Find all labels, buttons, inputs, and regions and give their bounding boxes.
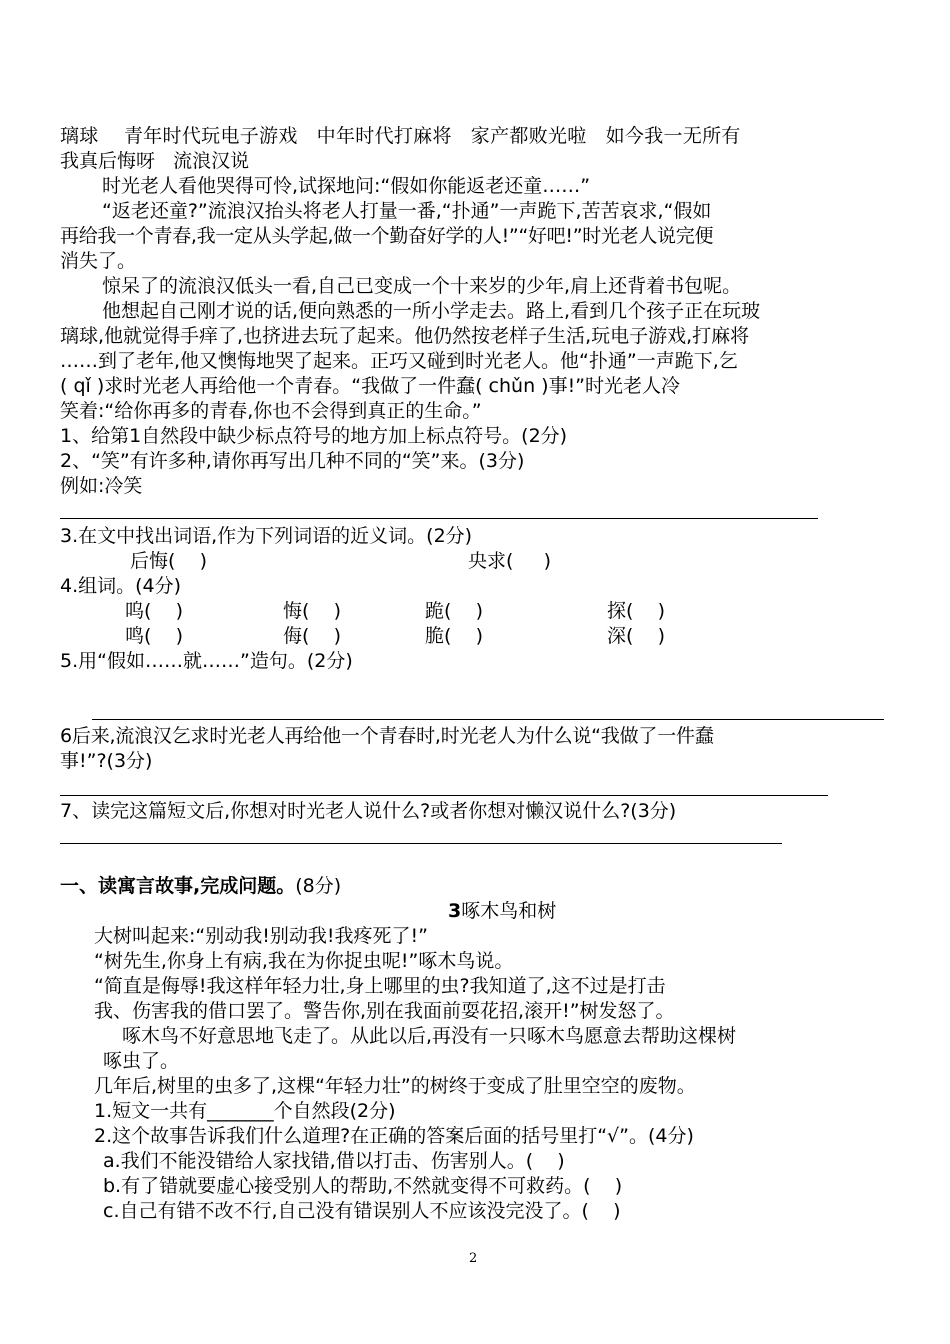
section-heading-score: (8分) bbox=[295, 875, 342, 897]
word-item[interactable]: 探( ) bbox=[607, 600, 665, 622]
passage-line: ( qǐ )求时光老人再给他一个青春。“我做了一件蠢( chǔn )事!”时光老人冷 bbox=[60, 375, 681, 397]
question-4: 4.组词。(4分) bbox=[60, 575, 182, 597]
synonym-item[interactable]: 央求( ) bbox=[468, 550, 552, 572]
page-number: 2 bbox=[469, 1251, 478, 1266]
word-item[interactable]: 呜( ) bbox=[125, 600, 183, 622]
word-item[interactable]: 侮( ) bbox=[283, 625, 341, 647]
answer-option-b[interactable]: b.有了错就要虚心接受别人的帮助,不然就变得不可救药。( ) bbox=[103, 1175, 623, 1197]
story-line: 啄木鸟不好意思地飞走了。从此以后,再没有一只啄木鸟愿意去帮助这棵树 bbox=[122, 1025, 737, 1047]
passage-line: 我真后悔呀 流浪汉说 bbox=[60, 150, 250, 172]
word-item[interactable]: 深( ) bbox=[607, 625, 665, 647]
story-title-text: 啄木鸟和树 bbox=[461, 900, 557, 922]
story-title bbox=[448, 899, 556, 923]
word-item[interactable]: 鸣( ) bbox=[125, 625, 183, 647]
passage-line: 时光老人看他哭得可怜,试探地问:“假如你能返老还童……” bbox=[102, 175, 591, 197]
story-line: 几年后,树里的虫多了,这棵“年轻力壮”的树终于变成了肚里空空的废物。 bbox=[94, 1075, 696, 1097]
question-3: 3.在文中找出词语,作为下列词语的近义词。(2分) bbox=[60, 525, 473, 547]
question-6-cont: 事!”?(3分) bbox=[60, 750, 153, 772]
passage-line: 消失了。 bbox=[60, 250, 137, 272]
passage-line: 再给我一个青春,我一定从头学起,做一个勤奋好学的人!”“好吧!”时光老人说完便 bbox=[60, 225, 714, 247]
story-line: “简直是侮辱!我这样年轻力壮,身上哪里的虫?我知道了,这不过是打击 bbox=[94, 975, 666, 997]
passage-line: 笑着:“给你再多的青春,你也不会得到真正的生命。” bbox=[60, 400, 482, 422]
question-1: 1、给第1自然段中缺少标点符号的地方加上标点符号。(2分) bbox=[60, 425, 568, 447]
answer-line[interactable] bbox=[60, 518, 818, 519]
passage-line: 璃球 青年时代玩电子游戏 中年时代打麻将 家产都败光啦 如今我一无所有 bbox=[60, 125, 741, 147]
question-2-example: 例如:冷笑 bbox=[60, 475, 143, 497]
question-6: 6后来,流浪汉乞求时光老人再给他一个青春时,时光老人为什么说“我做了一件蠢 bbox=[60, 725, 714, 747]
story-line: 我、伤害我的借口罢了。警告你,别在我面前耍花招,滚开!”树发怒了。 bbox=[94, 1000, 675, 1022]
answer-line[interactable] bbox=[60, 843, 782, 844]
story-title-number: 3 bbox=[448, 900, 462, 922]
story-line: 啄虫了。 bbox=[103, 1050, 180, 1072]
section-heading-text: 一、读寓言故事,完成问题。 bbox=[60, 875, 296, 897]
story-line: “树先生,你身上有病,我在为你捉虫呢!”啄木鸟说。 bbox=[94, 950, 514, 972]
answer-line[interactable] bbox=[92, 719, 884, 720]
word-item[interactable]: 脆( ) bbox=[425, 625, 483, 647]
question-2: 2、“笑”有许多种,请你再写出几种不同的“笑”来。(3分) bbox=[60, 450, 525, 472]
passage-line: 惊呆了的流浪汉低头一看,自己已变成一个十来岁的少年,肩上还背着书包呢。 bbox=[102, 275, 742, 297]
answer-line[interactable] bbox=[60, 795, 828, 796]
word-item[interactable]: 悔( ) bbox=[283, 600, 341, 622]
story-question-1[interactable]: 1.短文一共有_______个自然段(2分) bbox=[94, 1100, 396, 1122]
word-item[interactable]: 跪( ) bbox=[425, 600, 483, 622]
passage-line: 璃球,他就觉得手痒了,也挤进去玩了起来。他仍然按老样子生活,玩电子游戏,打麻将 bbox=[60, 325, 750, 347]
synonym-item[interactable]: 后悔( ) bbox=[130, 550, 207, 572]
section-heading bbox=[60, 874, 341, 898]
story-line: 大树叫起来:“别动我!别动我!我疼死了!” bbox=[94, 925, 428, 947]
answer-option-a[interactable]: a.我们不能没错给人家找错,借以打击、伤害别人。( ) bbox=[103, 1150, 565, 1172]
question-7: 7、读完这篇短文后,你想对时光老人说什么?或者你想对懒汉说什么?(3分) bbox=[60, 800, 677, 822]
passage-line: 他想起自己刚才说的话,便向熟悉的一所小学走去。路上,看到几个孩子正在玩玻 bbox=[102, 300, 761, 322]
answer-option-c[interactable]: c.自己有错不改不行,自己没有错误别人不应该没完没了。( ) bbox=[103, 1200, 621, 1222]
story-question-2: 2.这个故事告诉我们什么道理?在正确的答案后面的括号里打“√”。(4分) bbox=[94, 1125, 694, 1147]
question-5: 5.用“假如……就……”造句。(2分) bbox=[60, 650, 353, 672]
passage-line: ……到了老年,他又懊悔地哭了起来。正巧又碰到时光老人。他“扑通”一声跪下,乞 bbox=[60, 350, 738, 372]
passage-line: “返老还童?”流浪汉抬头将老人打量一番,“扑通”一声跪下,苦苦哀求,“假如 bbox=[102, 200, 712, 222]
